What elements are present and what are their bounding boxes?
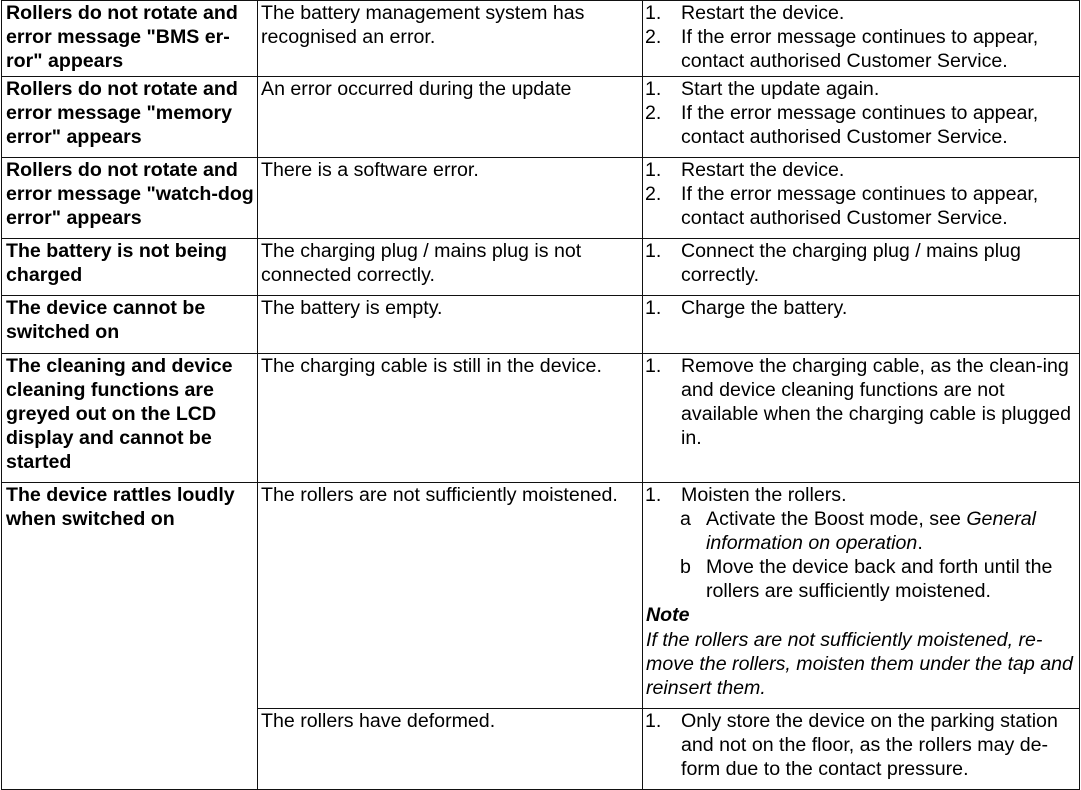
- table-row: [2, 483, 1080, 709]
- remedy-cell: [643, 1, 1080, 77]
- remedy-step: [644, 101, 1073, 149]
- symptom-cell: The device rattles loudly when switched on: [2, 483, 258, 790]
- table-row: [2, 1, 1080, 77]
- step-text: Start the update again.: [681, 78, 880, 100]
- step-number: 1.: [645, 159, 662, 181]
- step-text: Connect the charging plug / mains plug correctly.: [681, 240, 1021, 287]
- substep-text: [706, 507, 1073, 555]
- cross-reference-link[interactable]: General information on operation: [706, 508, 1037, 555]
- cause-cell: An error occurred during the update: [258, 77, 643, 158]
- symptom-cell: The device cannot be switched on: [2, 296, 258, 354]
- cause-cell: There is a software error.: [258, 158, 643, 239]
- step-number: 1.: [645, 297, 662, 319]
- table-row: [2, 296, 1080, 354]
- cause-cell: The charging plug / mains plug is not connected correctly.: [258, 239, 643, 296]
- substep-letter: b: [680, 556, 691, 579]
- substep-text-main: Activate the Boost mode, see: [706, 508, 967, 531]
- step-number: 1.: [645, 355, 662, 377]
- symptom-cell: The battery is not being charged: [2, 239, 258, 296]
- step-text: Restart the device.: [681, 2, 845, 24]
- table-row: [2, 354, 1080, 483]
- symptom-cell: Rollers do not rotate and error message "BMS er-ror" appears: [2, 1, 258, 77]
- step-text: Moisten the rollers.: [681, 484, 847, 506]
- remedy-step: [644, 709, 1073, 781]
- remedy-cell: [643, 354, 1080, 483]
- remedy-step: [644, 1, 1073, 25]
- symptom-cell: Rollers do not rotate and error message "memory error" appears: [2, 77, 258, 158]
- remedy-step: [644, 158, 1073, 182]
- remedy-step: [644, 354, 1073, 450]
- troubleshooting-table: [1, 0, 1080, 790]
- cause-cell: The battery is empty.: [258, 296, 643, 354]
- cause-cell: The battery management system has recognised an error.: [258, 1, 643, 77]
- remedy-cell: [643, 296, 1080, 354]
- symptom-cell: Rollers do not rotate and error message "watch-dog error" appears: [2, 158, 258, 239]
- step-text: If the error message continues to appear, contact authorised Customer Service.: [681, 102, 1039, 149]
- step-text: Restart the device.: [681, 159, 845, 181]
- step-text: Only store the device on the parking station and not on the floor, as the rollers may de-form due to the contact pressure.: [681, 710, 1058, 781]
- remedy-step: [644, 182, 1073, 230]
- step-text: If the error message continues to appear, contact authorised Customer Service.: [681, 26, 1039, 73]
- step-number: 1.: [645, 484, 662, 506]
- substep-text: Move the device back and forth until the rollers are sufficiently moistened.: [706, 556, 1053, 603]
- remedy-cell: [643, 158, 1080, 239]
- remedy-substep: [680, 555, 1073, 603]
- table-row: [2, 77, 1080, 158]
- remedy-step: [644, 483, 1073, 507]
- remedy-step: [644, 25, 1073, 73]
- note-text: If the rollers are not sufficiently moistened, re-move the rollers, moisten them under the tap and reinsert them.: [646, 628, 1073, 699]
- cause-cell: The rollers are not sufficiently moistened.: [258, 483, 643, 709]
- remedy-cell: [643, 709, 1080, 790]
- table-row: [2, 158, 1080, 239]
- step-text: Charge the battery.: [681, 297, 848, 319]
- remedy-step: [644, 77, 1073, 101]
- step-text: Remove the charging cable, as the clean-ing and device cleaning functions are not available when the charging cable is plugged in.: [681, 355, 1071, 450]
- step-number: 1.: [645, 2, 662, 24]
- cause-cell: The rollers have deformed.: [258, 709, 643, 790]
- symptom-cell: The cleaning and device cleaning functions are greyed out on the LCD display and cannot be started: [2, 354, 258, 483]
- step-number: 1.: [645, 240, 662, 262]
- note-title: Note: [646, 604, 690, 627]
- remedy-substep: [680, 507, 1073, 555]
- table-row: [2, 239, 1080, 296]
- step-number: 2.: [645, 26, 662, 49]
- remedy-cell: [643, 77, 1080, 158]
- step-number: 2.: [645, 183, 662, 206]
- step-number: 1.: [645, 78, 662, 100]
- step-number: 2.: [645, 102, 662, 125]
- remedy-cell: [643, 483, 1080, 709]
- remedy-step: [644, 296, 1073, 320]
- substep-letter: a: [680, 508, 691, 531]
- step-number: 1.: [645, 710, 662, 732]
- cause-cell: The charging cable is still in the device.: [258, 354, 643, 483]
- remedy-step: [644, 239, 1073, 287]
- substep-text-end: .: [917, 532, 923, 555]
- remedy-cell: [643, 239, 1080, 296]
- step-text: If the error message continues to appear, contact authorised Customer Service.: [681, 183, 1039, 230]
